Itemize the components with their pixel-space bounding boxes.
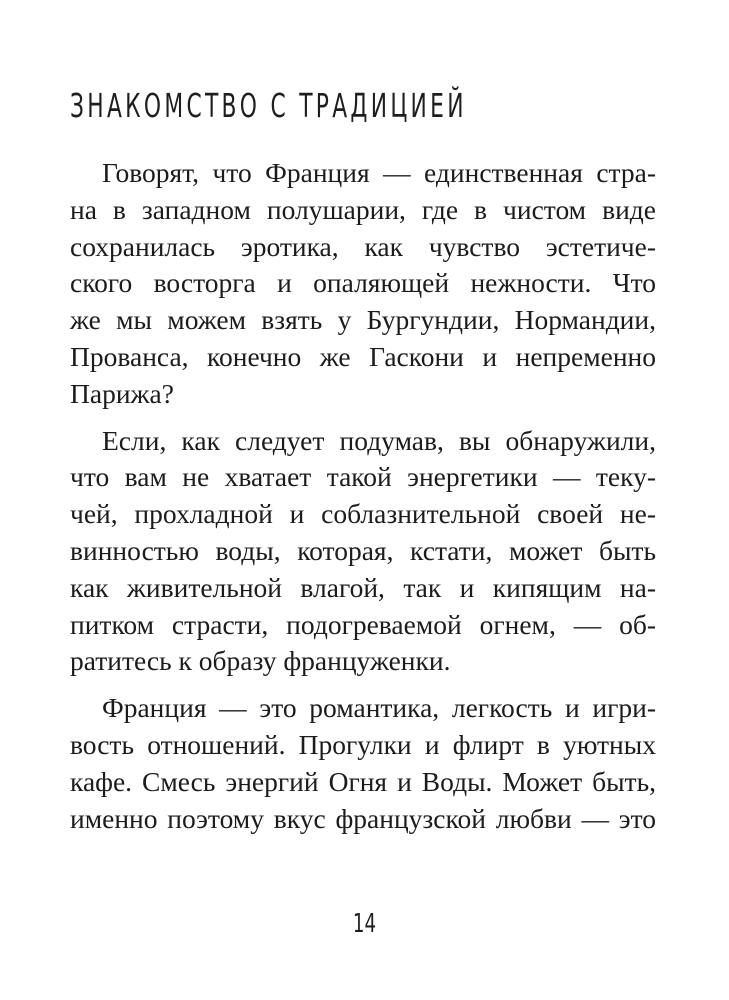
paragraph-3 <box>70 690 656 837</box>
text-line: вость отношений. Прогулки и флирт в уютных <box>70 728 656 760</box>
text-line: Говорят, что Франция — единственная стра- <box>102 157 656 188</box>
text-line: Если, как следует подумав, вы обнаружили, <box>102 424 656 456</box>
paragraph-2 <box>70 423 656 681</box>
text-line: ратитесь к образу француженки. <box>70 645 451 677</box>
text-line: Парижа? <box>70 377 174 409</box>
text-line: на в западном полушарии, где в чистом виде <box>70 193 656 225</box>
text-line: чей, прохладной и соблазнительной своей не- <box>70 498 656 530</box>
text-line: как живительной влагой, так и кипящим на- <box>70 571 656 603</box>
text-line: Франция — это романтика, легкость и игри- <box>102 692 656 724</box>
text-line: Прованса, конечно же Гаскони и непременно <box>70 340 656 372</box>
text-line: именно поэтому вкус французской любви — это <box>70 802 656 834</box>
text-line: ского восторга и опаляющей нежности. Что <box>70 267 656 299</box>
body-text <box>70 155 656 847</box>
chapter-heading: ЗНАКОМСТВО С ТРАДИЦИЕЙ <box>70 86 467 125</box>
text-line: винностью воды, которая, кстати, может быть <box>70 534 656 566</box>
text-line: кафе. Смесь энергий Огня и Воды. Может быть, <box>70 765 656 797</box>
text-line: что вам не хватает такой энергетики — теку- <box>70 461 656 493</box>
page-number: 14 <box>352 909 377 939</box>
paragraph-1 <box>70 155 656 413</box>
text-line: питком страсти, подогреваемой огнем, — об- <box>70 608 656 640</box>
text-line: сохранилась эротика, как чувство эстетиче- <box>70 230 656 262</box>
text-line: же мы можем взять у Бургундии, Нормандии, <box>70 304 656 336</box>
